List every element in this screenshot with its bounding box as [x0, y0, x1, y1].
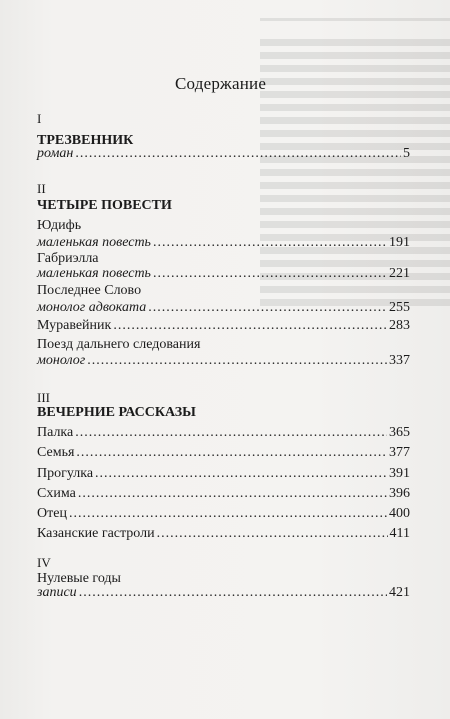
toc-entry[interactable] — [37, 235, 410, 251]
toc-entry[interactable] — [37, 300, 410, 316]
toc-entry[interactable] — [37, 353, 410, 369]
section-number: I — [37, 111, 42, 126]
dot-leader — [69, 506, 387, 522]
page-number: 396 — [389, 486, 410, 501]
dot-leader — [75, 425, 387, 441]
dot-leader — [113, 318, 387, 334]
section-title: ТРЕЗВЕННИК — [37, 133, 134, 148]
toc-entry[interactable] — [37, 445, 410, 461]
page-number: 411 — [389, 526, 410, 541]
toc-entry[interactable] — [37, 146, 410, 162]
entry-title: Палка — [37, 425, 74, 440]
section-number: II — [37, 181, 46, 196]
dot-leader — [87, 353, 387, 369]
entry-title: Казанские гастроли — [37, 526, 155, 541]
page-number: 337 — [389, 353, 410, 368]
dot-leader — [157, 526, 388, 542]
toc-entry[interactable] — [37, 425, 410, 441]
page-number: 391 — [389, 466, 410, 481]
entry-title: Юдифь — [37, 218, 82, 233]
page-number: 255 — [389, 300, 410, 315]
page-title: Содержание — [175, 74, 267, 93]
section-title: Нулевые годы — [37, 571, 121, 586]
toc-entry[interactable] — [37, 466, 410, 482]
section-number: III — [37, 390, 50, 405]
page-number: 400 — [389, 506, 410, 521]
entry-title: Семья — [37, 445, 75, 460]
entry-subtitle: маленькая повесть — [37, 266, 151, 281]
toc-entry[interactable] — [37, 486, 410, 502]
dot-leader — [153, 235, 387, 251]
dot-leader — [148, 300, 387, 316]
section-number: IV — [37, 555, 51, 570]
page-number: 5 — [403, 146, 410, 161]
toc-entry[interactable] — [37, 266, 410, 282]
dot-leader — [79, 585, 387, 601]
dot-leader — [95, 466, 387, 482]
entry-title: Муравейник — [37, 318, 112, 333]
entry-title: Прогулка — [37, 466, 94, 481]
page-number: 283 — [389, 318, 410, 333]
page-number: 365 — [389, 425, 410, 440]
dot-leader — [76, 445, 387, 461]
entry-title: Схима — [37, 486, 76, 501]
entry-subtitle: записи — [37, 585, 77, 600]
toc-entry[interactable] — [37, 506, 410, 522]
dot-leader — [78, 486, 387, 502]
toc-entry[interactable] — [37, 318, 410, 334]
section-title: ЧЕТЫРЕ ПОВЕСТИ — [37, 198, 172, 213]
entry-title: Отец — [37, 506, 67, 521]
dot-leader — [75, 146, 401, 162]
dot-leader — [153, 266, 387, 282]
page-number: 221 — [389, 266, 410, 281]
entry-subtitle: роман — [37, 146, 74, 161]
entry-subtitle: маленькая повесть — [37, 235, 151, 250]
entry-subtitle: монолог адвоката — [37, 300, 147, 315]
page-number: 421 — [389, 585, 410, 600]
page-number: 377 — [389, 445, 410, 460]
toc-entry[interactable] — [37, 526, 410, 542]
toc-entry[interactable] — [37, 585, 410, 601]
entry-subtitle: монолог — [37, 353, 86, 368]
page-number: 191 — [389, 235, 410, 250]
entry-title: Поезд дальнего следования — [37, 337, 201, 352]
entry-title: Габриэлла — [37, 251, 99, 266]
section-title: ВЕЧЕРНИЕ РАССКАЗЫ — [37, 405, 196, 420]
entry-title: Последнее Слово — [37, 283, 142, 298]
